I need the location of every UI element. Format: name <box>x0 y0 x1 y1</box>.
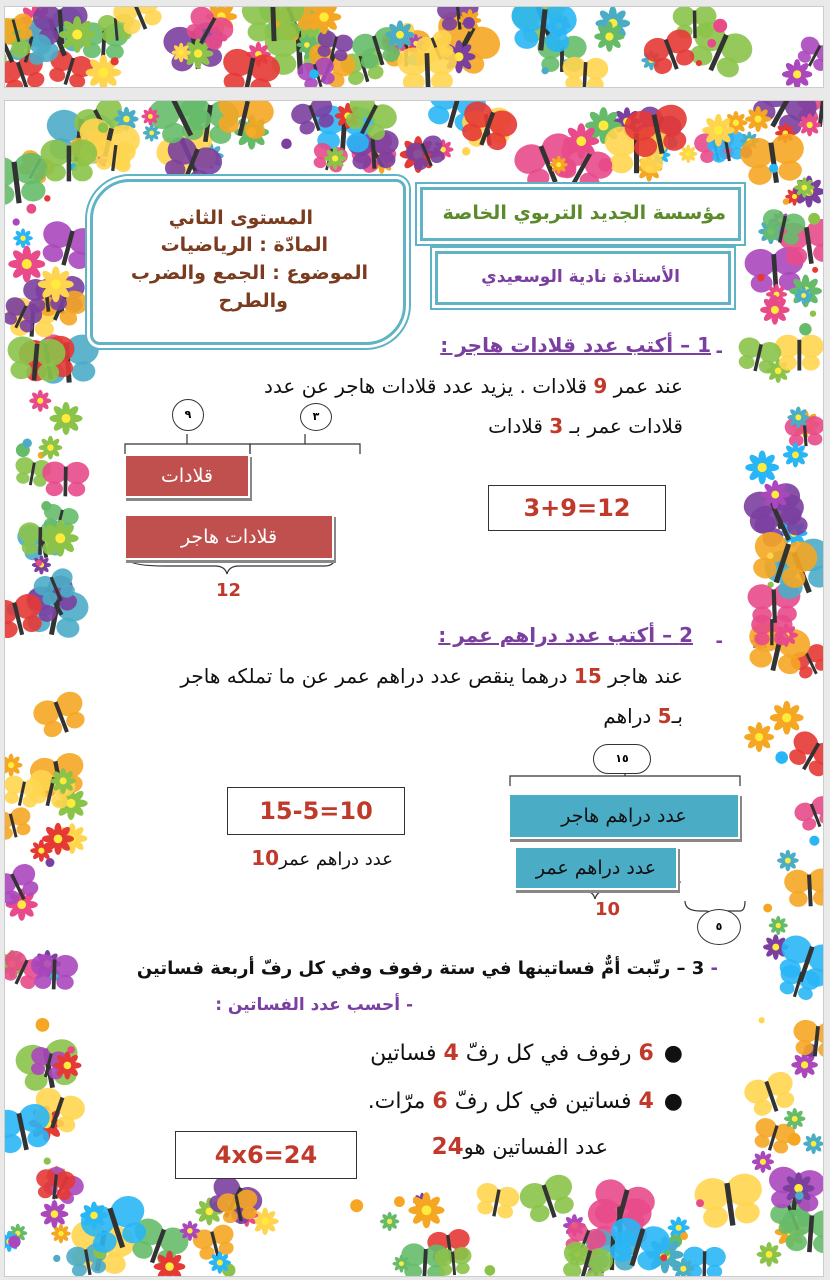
butterfly-icon <box>792 793 823 833</box>
flower-icon <box>324 147 347 170</box>
butterfly-icon <box>41 140 98 182</box>
q2-line2: بـ5 دراهم <box>603 704 683 728</box>
butterfly-icon <box>508 7 578 54</box>
q2-line1: عند هاجر 15 درهما ينقص عدد دراهم عمر عن ما تملكه هاجر <box>180 664 683 688</box>
butterfly-icon <box>561 56 608 87</box>
dot-decoration <box>783 198 789 204</box>
butterfly-icon <box>692 1171 766 1230</box>
flower-icon <box>770 701 804 735</box>
flower-icon <box>8 246 45 283</box>
butterfly-icon <box>42 461 90 496</box>
q1-bar-hajar-necklaces: قلادات هاجر <box>124 514 334 560</box>
flower-icon <box>29 390 51 412</box>
flower-icon <box>761 480 790 509</box>
butterfly-icon <box>783 727 823 781</box>
q2-result: عدد دراهم عمر10 <box>251 846 393 870</box>
butterfly-icon <box>741 1068 800 1119</box>
flower-icon <box>380 1212 399 1231</box>
flower-icon <box>794 286 812 304</box>
flower-icon <box>757 1242 782 1267</box>
dot-decoration <box>23 438 32 447</box>
dot-decoration <box>660 1254 667 1261</box>
flower-icon <box>745 451 779 485</box>
q2-answer-box: 15-5=10 <box>227 787 405 835</box>
q1-line2: قلادات عمر بـ 3 قلادات <box>488 414 683 438</box>
dot-decoration <box>812 267 818 273</box>
dot-decoration <box>36 560 42 566</box>
flower-icon <box>787 406 809 428</box>
flower-icon <box>38 266 74 302</box>
dot-decoration <box>36 1018 50 1032</box>
dot-decoration <box>810 310 816 316</box>
dot-decoration <box>13 218 20 225</box>
flower-icon <box>59 16 96 53</box>
q2-circle-bottom: ٥ <box>697 909 741 945</box>
flower-icon <box>42 823 74 855</box>
flower-icon <box>594 21 624 51</box>
butterfly-icon <box>780 1207 823 1254</box>
q1-circle-right: ٣ <box>300 403 332 431</box>
butterfly-icon <box>456 101 521 154</box>
flower-icon <box>760 295 790 325</box>
flower-icon <box>141 107 159 125</box>
dot-decoration <box>767 553 773 559</box>
flower-icon <box>39 436 63 460</box>
dot-decoration <box>44 1157 51 1164</box>
flower-icon <box>50 402 83 435</box>
dot-decoration <box>26 204 36 214</box>
flower-icon <box>408 1192 444 1228</box>
dot-decoration <box>809 836 819 846</box>
butterfly-icon <box>30 688 91 741</box>
flower-icon <box>171 43 190 62</box>
q2-dash: - <box>715 631 723 652</box>
dot-decoration <box>53 1255 60 1262</box>
q1-dash: - <box>715 341 723 362</box>
topic-label-cont: والطرح <box>218 290 288 312</box>
butterfly-border-top <box>5 7 823 87</box>
dot-decoration <box>763 904 772 913</box>
dot-decoration <box>462 147 470 155</box>
flower-icon <box>42 520 79 557</box>
flower-icon <box>769 916 788 935</box>
q2-bar-hajar-dirhams: عدد دراهم هاجر <box>508 793 740 839</box>
school-box <box>420 187 741 241</box>
top-decorative-strip <box>4 6 824 88</box>
dot-decoration <box>808 213 820 225</box>
flower-icon <box>53 1051 81 1079</box>
teacher-name: الأستاذة نادية الوسعيدي <box>481 267 680 287</box>
flower-icon <box>50 768 76 794</box>
dot-decoration <box>769 164 778 173</box>
dot-decoration <box>309 69 319 79</box>
flower-icon <box>803 1133 823 1154</box>
flower-icon <box>745 106 771 132</box>
butterfly-icon <box>791 1019 823 1059</box>
dot-decoration <box>707 39 716 48</box>
butterfly-icon <box>241 7 305 42</box>
dot-decoration <box>680 1232 688 1240</box>
butterfly-icon <box>473 1181 521 1220</box>
q2-bar-total: 10 <box>595 899 621 920</box>
dot-decoration <box>757 274 764 281</box>
flower-icon <box>783 442 808 467</box>
q3-title: - 3 – رتّبت أمٌّ فساتينها في ستة رفوف وفي كل رفّ أربعة فساتين <box>136 958 718 979</box>
flower-icon <box>782 59 812 87</box>
q1-line1: عند عمر 9 قلادات . يزيد عدد قلادات هاجر عن عدد <box>264 374 683 398</box>
dot-decoration <box>111 57 119 65</box>
flower-icon <box>752 1151 774 1173</box>
dot-decoration <box>485 1265 496 1276</box>
q1-circle-left: ٩ <box>172 399 204 431</box>
dot-decoration <box>463 17 475 29</box>
flower-icon <box>41 1200 69 1228</box>
dot-decoration <box>696 1199 704 1207</box>
flower-icon <box>32 555 51 574</box>
dot-decoration <box>799 323 811 335</box>
school-name: مؤسسة الجديد التربوي الخاصة <box>442 202 726 224</box>
dot-decoration <box>759 1017 765 1023</box>
dot-decoration <box>775 751 788 764</box>
q3-answer-box: 4x6=24 <box>175 1131 357 1179</box>
q3-result: عدد الفساتين هو24 <box>431 1134 608 1160</box>
dot-decoration <box>541 67 548 74</box>
q3-subtitle: - أحسب عدد الفساتين : <box>215 995 413 1015</box>
flower-icon <box>13 228 33 248</box>
flower-icon <box>550 156 568 174</box>
teacher-box <box>435 251 731 305</box>
dot-decoration <box>8 1236 20 1248</box>
dot-decoration <box>98 122 108 132</box>
butterfly-icon <box>784 868 823 908</box>
worksheet-page <box>4 100 824 1277</box>
q3-bullet1: ●6 رفوف في كل رفّ 4 فساتين <box>370 1041 683 1066</box>
dot-decoration <box>45 858 54 867</box>
flower-icon <box>777 850 799 872</box>
lesson-info-box <box>90 179 406 345</box>
q2-title: 2 – أكتب عدد دراهم عمر : <box>438 623 693 647</box>
flower-icon <box>784 1108 805 1129</box>
flower-icon <box>794 177 815 198</box>
flower-icon <box>798 113 821 136</box>
dot-decoration <box>795 1191 804 1200</box>
dot-decoration <box>350 1199 363 1212</box>
flower-icon <box>563 123 599 159</box>
q2-circle-top: ١٥ <box>593 744 651 774</box>
flower-icon <box>392 1255 410 1273</box>
flower-icon <box>5 754 23 777</box>
flower-icon <box>209 1251 231 1273</box>
flower-icon <box>702 114 734 146</box>
dot-decoration <box>598 158 612 172</box>
butterfly-icon <box>775 335 823 371</box>
dot-decoration <box>713 19 727 33</box>
dot-decoration <box>44 195 50 201</box>
butterfly-icon <box>5 805 35 842</box>
butterfly-icon <box>434 1246 473 1276</box>
dot-decoration <box>394 1196 405 1207</box>
q1-title: 1 – أكتب عدد قلادات هاجر : <box>440 333 711 357</box>
q1-answer-box: 3+9=12 <box>488 485 666 531</box>
q1-total: 12 <box>216 580 242 601</box>
flower-icon <box>180 1221 200 1241</box>
butterfly-icon <box>516 1171 580 1226</box>
level-label: المستوى الثاني <box>168 207 313 229</box>
q1-bar-necklaces: قلادات <box>124 454 250 498</box>
q2-bar-omar-dirhams: عدد دراهم عمر <box>514 846 678 890</box>
flower-icon <box>80 1202 107 1229</box>
dot-decoration <box>696 60 702 66</box>
q3-bullet2: ●4 فساتين في كل رفّ 6 مرّات. <box>367 1089 683 1114</box>
topic-label: الموضوع : الجمع والضرب <box>130 262 368 284</box>
flower-icon <box>386 20 415 49</box>
subject-label: المادّة : الرياضيات <box>160 234 328 256</box>
dot-decoration <box>281 139 292 150</box>
